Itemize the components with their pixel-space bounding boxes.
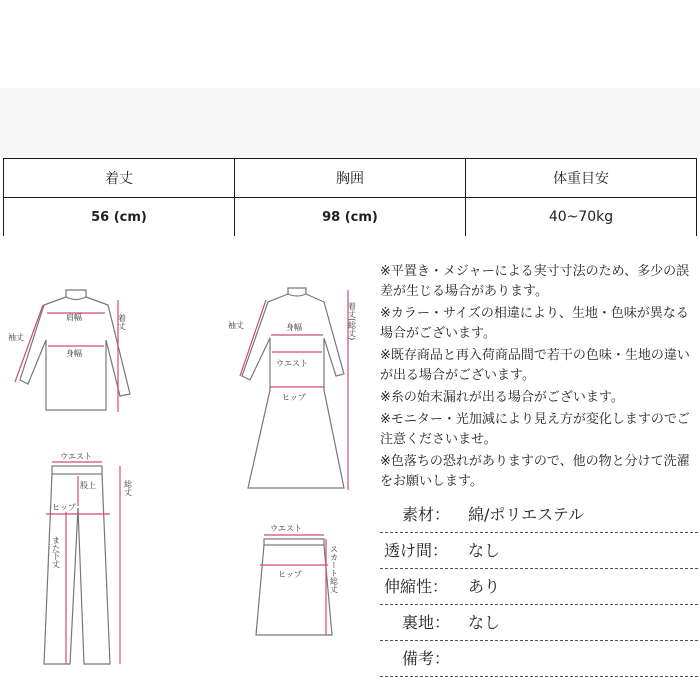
spec-row-remarks [380, 641, 698, 677]
top-label-shoulder: 肩幅 [66, 313, 82, 322]
top-diagram [0, 280, 150, 420]
skirt-label-length: スカート総丈 [329, 545, 339, 593]
dress-label-sleeve: 袖丈 [228, 321, 244, 330]
skirt-label-waist: ウエスト [270, 524, 302, 533]
top-label-chest: 身幅 [66, 349, 82, 358]
spec-label: 透け間： [384, 541, 449, 560]
spec-value: なし [468, 541, 501, 560]
spec-row-lining [380, 605, 698, 641]
header-chest: 胸囲 [235, 159, 466, 198]
pants-diagram [0, 450, 150, 680]
pants-label-rise: 股上 [80, 481, 96, 490]
value-weight: 40~70kg [466, 198, 697, 237]
care-notes [380, 262, 698, 494]
pants-label-hip: ヒップ [52, 503, 76, 512]
note-item: ※糸の始末漏れが出る場合がございます。 [380, 390, 624, 405]
pants-label-inseam: また下丈 [51, 536, 61, 568]
note-item: ※色落ちの恐れがありますので、他の物と分けて洗濯をお願いします。 [380, 454, 690, 489]
spec-row-stretch [380, 569, 698, 605]
skirt-diagram [220, 515, 370, 645]
dress-diagram [220, 280, 370, 495]
dress-label-hip: ヒップ [282, 393, 306, 402]
spec-label: 裏地： [402, 613, 451, 632]
spec-value: 綿/ポリエステル [468, 505, 584, 524]
spec-label: 備考： [402, 649, 451, 668]
value-chest: 98 (cm) [235, 198, 466, 237]
pants-label-waist: ウエスト [60, 452, 92, 461]
spec-label: 伸縮性： [384, 577, 449, 596]
spec-row-material [380, 497, 698, 533]
top-label-length: 着丈 [117, 314, 127, 330]
spec-row-sheer [380, 533, 698, 569]
header-weight: 体重目安 [466, 159, 697, 198]
note-item: ※平置き・メジャーによる実寸寸法のため、多少の誤差が生じる場合があります。 [380, 264, 690, 299]
spec-label: 素材： [402, 505, 451, 524]
size-table-header-row [4, 159, 697, 198]
spec-value: なし [468, 613, 501, 632]
header-band [0, 88, 700, 158]
spec-value: あり [468, 577, 501, 596]
note-item: ※モニター・光加減により見え方が変化しますのでご注意くださいませ。 [380, 412, 690, 447]
note-item: ※既存商品と再入荷商品間で若干の色味・生地の違いが出る場合がございます。 [380, 348, 690, 383]
header-length: 着丈 [4, 159, 235, 198]
top-label-sleeve: 袖丈 [8, 333, 24, 342]
spec-list [380, 497, 698, 677]
dress-label-waist: ウエスト [276, 359, 308, 368]
note-item: ※カラー・サイズの相違により、生地・色味が異なる場合がございます。 [380, 306, 689, 341]
value-length: 56 (cm) [4, 198, 235, 237]
size-table [3, 158, 697, 237]
dress-label-length: 着丈(総丈) [347, 302, 357, 341]
pants-label-total: 総丈 [123, 480, 133, 496]
size-table-value-row [4, 198, 697, 237]
dress-label-chest: 身幅 [286, 323, 302, 332]
skirt-label-hip: ヒップ [278, 570, 302, 579]
